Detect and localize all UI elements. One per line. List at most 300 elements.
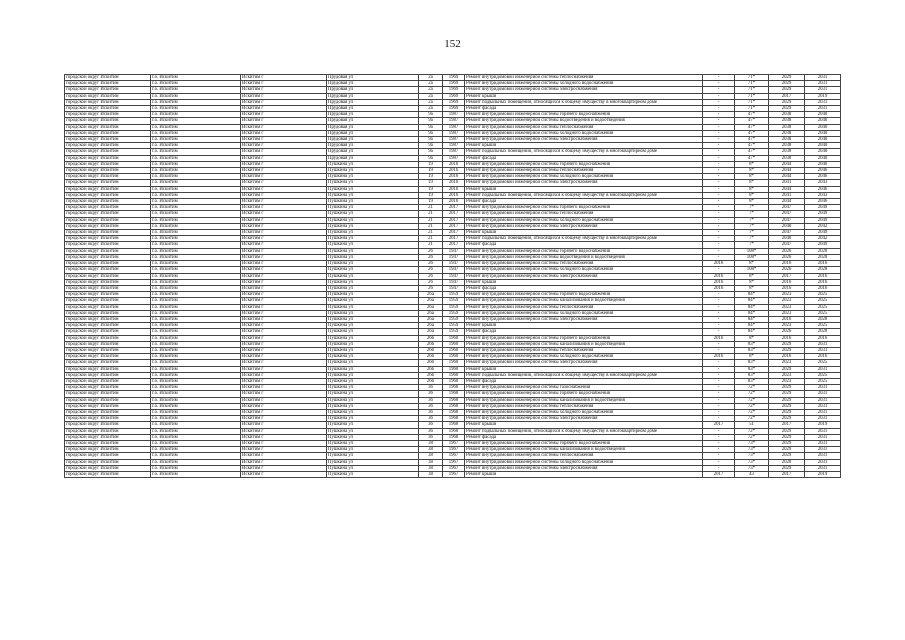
cell-house-number: 26а xyxy=(419,316,443,322)
cell-plan-end: 2025 xyxy=(805,323,841,329)
cell-build-year: 2017 xyxy=(443,211,465,217)
cell-plan-start: 2047 xyxy=(769,205,805,211)
cell-municipality: городской округ Искитим xyxy=(65,285,151,291)
cell-municipality: городской округ Искитим xyxy=(65,137,151,143)
cell-locality: Искитим г xyxy=(241,403,327,409)
cell-municipality: городской округ Искитим xyxy=(65,347,151,353)
cell-plan-start: 2029 xyxy=(769,428,805,434)
cell-build-year: 1967 xyxy=(443,465,465,471)
cell-plan-start: 2023 xyxy=(769,310,805,316)
cell-plan-end: 2025 xyxy=(805,310,841,316)
cell-last-repair-year: - xyxy=(703,137,735,143)
cell-plan-start: 2044 xyxy=(769,199,805,205)
cell-wear: 7* xyxy=(735,242,769,248)
cell-municipality: городской округ Искитим xyxy=(65,416,151,422)
cell-locality: Искитим г xyxy=(241,130,327,136)
cell-plan-end: 2049 xyxy=(805,217,841,223)
cell-last-repair-year: - xyxy=(703,329,735,335)
cell-build-year: 2016 xyxy=(443,168,465,174)
cell-settlement: г.о. Искитим xyxy=(151,372,241,378)
cell-street: Пушкина ул xyxy=(327,341,419,347)
cell-plan-start: 2029 xyxy=(769,416,805,422)
cell-build-year: 1967 xyxy=(443,440,465,446)
cell-plan-start: 2044 xyxy=(769,168,805,174)
cell-locality: Искитим г xyxy=(241,174,327,180)
cell-municipality: городской округ Искитим xyxy=(65,434,151,440)
cell-plan-start: 2017 xyxy=(769,422,805,428)
cell-plan-start: 2026 xyxy=(769,329,805,335)
cell-settlement: г.о. Искитим xyxy=(151,316,241,322)
cell-plan-end: 2040 xyxy=(805,112,841,118)
cell-locality: Искитим г xyxy=(241,112,327,118)
cell-plan-end: 2016 xyxy=(805,273,841,279)
cell-house-number: 26б xyxy=(419,372,443,378)
cell-locality: Искитим г xyxy=(241,366,327,372)
cell-plan-end: 2049 xyxy=(805,205,841,211)
cell-work-type: Ремонт внутридомовой инженерной системы теплоснабжения xyxy=(465,403,703,409)
cell-work-type: Ремонт фасада xyxy=(465,199,703,205)
cell-street: Пушкина ул xyxy=(327,273,419,279)
cell-wear: 71* xyxy=(735,93,769,99)
cell-plan-end: 2049 xyxy=(805,211,841,217)
cell-locality: Искитим г xyxy=(241,397,327,403)
cell-house-number: 26б xyxy=(419,378,443,384)
cell-street: Прудовая ул xyxy=(327,112,419,118)
cell-municipality: городской округ Искитим xyxy=(65,248,151,254)
cell-last-repair-year: - xyxy=(703,87,735,93)
cell-settlement: г.о. Искитим xyxy=(151,323,241,329)
cell-locality: Искитим г xyxy=(241,143,327,149)
cell-plan-end: 2025 xyxy=(805,360,841,366)
cell-plan-start: 2016 xyxy=(769,354,805,360)
cell-municipality: городской округ Искитим xyxy=(65,354,151,360)
cell-plan-end: 2031 xyxy=(805,434,841,440)
cell-wear: 47* xyxy=(735,130,769,136)
cell-plan-end: 2031 xyxy=(805,87,841,93)
cell-build-year: 1968 xyxy=(443,391,465,397)
cell-locality: Искитим г xyxy=(241,323,327,329)
cell-settlement: г.о. Искитим xyxy=(151,354,241,360)
cell-municipality: городской округ Искитим xyxy=(65,316,151,322)
cell-last-repair-year: - xyxy=(703,434,735,440)
cell-work-type: Ремонт внутридомовой инженерной системы канализования и водоотведения xyxy=(465,397,703,403)
cell-wear: 8* xyxy=(735,186,769,192)
cell-locality: Искитим г xyxy=(241,261,327,267)
cell-municipality: городской округ Искитим xyxy=(65,428,151,434)
cell-settlement: г.о. Искитим xyxy=(151,137,241,143)
cell-last-repair-year: - xyxy=(703,347,735,353)
cell-locality: Искитим г xyxy=(241,292,327,298)
cell-settlement: г.о. Искитим xyxy=(151,329,241,335)
cell-locality: Искитим г xyxy=(241,472,327,478)
cell-plan-start: 2029 xyxy=(769,440,805,446)
cell-work-type: Ремонт фасада xyxy=(465,329,703,335)
cell-plan-start: 2029 xyxy=(769,366,805,372)
cell-settlement: г.о. Искитим xyxy=(151,465,241,471)
cell-settlement: г.о. Искитим xyxy=(151,416,241,422)
cell-work-type: Ремонт внутридомовой инженерной системы канализования и водоотведения xyxy=(465,447,703,453)
cell-locality: Искитим г xyxy=(241,87,327,93)
cell-last-repair-year: - xyxy=(703,211,735,217)
cell-wear: 108* xyxy=(735,248,769,254)
cell-last-repair-year: - xyxy=(703,428,735,434)
cell-house-number: 2а xyxy=(419,93,443,99)
cell-wear: 8* xyxy=(735,285,769,291)
cell-house-number: 26б xyxy=(419,347,443,353)
cell-house-number: 21 xyxy=(419,205,443,211)
cell-wear: 71* xyxy=(735,81,769,87)
cell-street: Пушкина ул xyxy=(327,161,419,167)
cell-street: Прудовая ул xyxy=(327,155,419,161)
cell-wear: 83* xyxy=(735,360,769,366)
cell-plan-start: 2029 xyxy=(769,453,805,459)
cell-plan-end: 2031 xyxy=(805,391,841,397)
cell-settlement: г.о. Искитим xyxy=(151,161,241,167)
cell-settlement: г.о. Искитим xyxy=(151,403,241,409)
cell-plan-start: 2023 xyxy=(769,372,805,378)
cell-locality: Искитим г xyxy=(241,230,327,236)
cell-build-year: 1968 xyxy=(443,416,465,422)
cell-house-number: 9а xyxy=(419,137,443,143)
cell-last-repair-year: 2016 xyxy=(703,354,735,360)
cell-locality: Искитим г xyxy=(241,465,327,471)
cell-build-year: 2017 xyxy=(443,217,465,223)
cell-wear: 47* xyxy=(735,149,769,155)
cell-plan-start: 2028 xyxy=(769,459,805,465)
cell-build-year: 2016 xyxy=(443,199,465,205)
cell-last-repair-year: - xyxy=(703,192,735,198)
cell-settlement: г.о. Искитим xyxy=(151,248,241,254)
cell-house-number: 21 xyxy=(419,236,443,242)
cell-house-number: 2а xyxy=(419,75,443,81)
cell-work-type: Ремонт фасада xyxy=(465,434,703,440)
cell-work-type: Ремонт внутридомовой инженерной системы горячего водоснабжения xyxy=(465,391,703,397)
cell-plan-end: 2031 xyxy=(805,99,841,105)
cell-plan-start: 2038 xyxy=(769,149,805,155)
cell-work-type: Ремонт фасада xyxy=(465,378,703,384)
cell-municipality: городской округ Искитим xyxy=(65,440,151,446)
cell-settlement: г.о. Искитим xyxy=(151,428,241,434)
cell-plan-start: 2029 xyxy=(769,99,805,105)
cell-plan-start: 2038 xyxy=(769,155,805,161)
cell-locality: Искитим г xyxy=(241,199,327,205)
cell-last-repair-year: - xyxy=(703,378,735,384)
cell-locality: Искитим г xyxy=(241,279,327,285)
cell-plan-end: 2019 xyxy=(805,472,841,478)
cell-build-year: 1947 xyxy=(443,261,465,267)
cell-settlement: г.о. Искитим xyxy=(151,254,241,260)
cell-house-number: 36 xyxy=(419,428,443,434)
cell-municipality: городской округ Искитим xyxy=(65,335,151,341)
cell-build-year: 1960 xyxy=(443,347,465,353)
cell-settlement: г.о. Искитим xyxy=(151,223,241,229)
cell-house-number: 2а xyxy=(419,81,443,87)
cell-work-type: Ремонт внутридомовой инженерной системы холодного водоснабжения xyxy=(465,130,703,136)
cell-work-type: Ремонт внутридомовой инженерной системы теплоснабжения xyxy=(465,168,703,174)
cell-build-year: 1959 xyxy=(443,298,465,304)
cell-street: Пушкина ул xyxy=(327,354,419,360)
cell-build-year: 1969 xyxy=(443,93,465,99)
cell-wear: 47* xyxy=(735,143,769,149)
cell-municipality: городской округ Искитим xyxy=(65,130,151,136)
cell-locality: Искитим г xyxy=(241,236,327,242)
cell-wear: 73* xyxy=(735,453,769,459)
cell-wear: 84* xyxy=(735,329,769,335)
cell-house-number: 9а xyxy=(419,130,443,136)
cell-street: Пушкина ул xyxy=(327,440,419,446)
cell-street: Пушкина ул xyxy=(327,211,419,217)
cell-work-type: Ремонт крыши xyxy=(465,186,703,192)
cell-work-type: Ремонт внутридомовой инженерной системы теплоснабжения xyxy=(465,261,703,267)
cell-settlement: г.о. Искитим xyxy=(151,106,241,112)
cell-plan-start: 2040 xyxy=(769,223,805,229)
table-row xyxy=(65,472,841,478)
cell-street: Пушкина ул xyxy=(327,298,419,304)
cell-street: Прудовая ул xyxy=(327,106,419,112)
cell-street: Прудовая ул xyxy=(327,75,419,81)
cell-settlement: г.о. Искитим xyxy=(151,385,241,391)
cell-build-year: 1969 xyxy=(443,81,465,87)
cell-plan-end: 2043 xyxy=(805,192,841,198)
cell-wear: 73* xyxy=(735,459,769,465)
cell-work-type: Ремонт внутридомовой инженерной системы горячего водоснабжения xyxy=(465,440,703,446)
cell-settlement: г.о. Искитим xyxy=(151,130,241,136)
cell-plan-end: 2042 xyxy=(805,236,841,242)
cell-street: Пушкина ул xyxy=(327,248,419,254)
cell-house-number: 36 xyxy=(419,385,443,391)
cell-last-repair-year: - xyxy=(703,292,735,298)
cell-plan-end: 2025 xyxy=(805,292,841,298)
cell-settlement: г.о. Искитим xyxy=(151,434,241,440)
cell-build-year: 1968 xyxy=(443,428,465,434)
cell-last-repair-year: - xyxy=(703,254,735,260)
cell-settlement: г.о. Искитим xyxy=(151,186,241,192)
cell-plan-start: 2038 xyxy=(769,124,805,130)
cell-work-type: Ремонт крыши xyxy=(465,93,703,99)
cell-house-number: 19 xyxy=(419,174,443,180)
cell-plan-end: 2046 xyxy=(805,174,841,180)
cell-municipality: городской округ Искитим xyxy=(65,99,151,105)
cell-plan-end: 2016 xyxy=(805,335,841,341)
cell-locality: Искитим г xyxy=(241,75,327,81)
cell-plan-end: 2040 xyxy=(805,155,841,161)
cell-plan-start: 2044 xyxy=(769,174,805,180)
cell-work-type: Ремонт подвальных помещений, относящихся к общему имуществу в многоквартирном доме xyxy=(465,428,703,434)
cell-plan-end: 2031 xyxy=(805,385,841,391)
cell-plan-start: 2047 xyxy=(769,230,805,236)
cell-settlement: г.о. Искитим xyxy=(151,118,241,124)
cell-last-repair-year: - xyxy=(703,236,735,242)
cell-plan-end: 2031 xyxy=(805,106,841,112)
cell-house-number: 26б xyxy=(419,341,443,347)
cell-build-year: 1987 xyxy=(443,155,465,161)
cell-wear: 8* xyxy=(735,335,769,341)
cell-plan-start: 2038 xyxy=(769,137,805,143)
cell-locality: Искитим г xyxy=(241,347,327,353)
cell-street: Пушкина ул xyxy=(327,292,419,298)
cell-wear: 72* xyxy=(735,428,769,434)
cell-municipality: городской округ Искитим xyxy=(65,472,151,478)
cell-locality: Искитим г xyxy=(241,440,327,446)
cell-last-repair-year: - xyxy=(703,459,735,465)
cell-house-number: 26 xyxy=(419,285,443,291)
cell-house-number: 26б xyxy=(419,354,443,360)
cell-plan-end: 2028 xyxy=(805,248,841,254)
cell-build-year: 2016 xyxy=(443,174,465,180)
cell-municipality: городской округ Искитим xyxy=(65,422,151,428)
cell-plan-end: 2043 xyxy=(805,180,841,186)
cell-settlement: г.о. Искитим xyxy=(151,360,241,366)
cell-build-year: 1960 xyxy=(443,360,465,366)
cell-plan-end: 2031 xyxy=(805,341,841,347)
cell-work-type: Ремонт внутридомовой инженерной системы электроснабжения xyxy=(465,316,703,322)
cell-plan-start: 2044 xyxy=(769,186,805,192)
cell-wear: 7* xyxy=(735,217,769,223)
cell-locality: Искитим г xyxy=(241,329,327,335)
cell-house-number: 38 xyxy=(419,447,443,453)
cell-locality: Искитим г xyxy=(241,254,327,260)
cell-wear: 84* xyxy=(735,316,769,322)
cell-plan-end: 2016 xyxy=(805,279,841,285)
cell-wear: 8* xyxy=(735,161,769,167)
cell-work-type: Ремонт подвальных помещений, относящихся к общему имуществу в многоквартирном доме xyxy=(465,372,703,378)
cell-settlement: г.о. Искитим xyxy=(151,273,241,279)
cell-house-number: 9а xyxy=(419,155,443,161)
cell-house-number: 2а xyxy=(419,87,443,93)
cell-wear: 72* xyxy=(735,409,769,415)
cell-street: Пушкина ул xyxy=(327,366,419,372)
cell-plan-end: 2028 xyxy=(805,329,841,335)
cell-last-repair-year: - xyxy=(703,360,735,366)
cell-street: Прудовая ул xyxy=(327,143,419,149)
cell-locality: Искитим г xyxy=(241,106,327,112)
cell-last-repair-year: - xyxy=(703,75,735,81)
cell-street: Пушкина ул xyxy=(327,465,419,471)
cell-last-repair-year: - xyxy=(703,409,735,415)
cell-settlement: г.о. Искитим xyxy=(151,459,241,465)
cell-work-type: Ремонт фасада xyxy=(465,285,703,291)
cell-wear: 72* xyxy=(735,391,769,397)
cell-house-number: 2а xyxy=(419,106,443,112)
cell-street: Пушкина ул xyxy=(327,335,419,341)
cell-work-type: Ремонт внутридомовой инженерной системы холодного водоснабжения xyxy=(465,409,703,415)
cell-locality: Искитим г xyxy=(241,242,327,248)
cell-municipality: городской округ Искитим xyxy=(65,143,151,149)
cell-build-year: 1947 xyxy=(443,285,465,291)
cell-locality: Искитим г xyxy=(241,316,327,322)
cell-street: Пушкина ул xyxy=(327,385,419,391)
cell-municipality: городской округ Искитим xyxy=(65,242,151,248)
cell-last-repair-year: - xyxy=(703,199,735,205)
cell-locality: Искитим г xyxy=(241,335,327,341)
cell-plan-end: 2042 xyxy=(805,223,841,229)
cell-work-type: Ремонт внутридомовой инженерной системы электроснабжения xyxy=(465,223,703,229)
cell-municipality: городской округ Искитим xyxy=(65,81,151,87)
cell-street: Пушкина ул xyxy=(327,199,419,205)
cell-street: Пушкина ул xyxy=(327,230,419,236)
cell-settlement: г.о. Искитим xyxy=(151,298,241,304)
cell-work-type: Ремонт внутридомовой инженерной системы холодного водоснабжения xyxy=(465,174,703,180)
cell-house-number: 21 xyxy=(419,242,443,248)
cell-street: Прудовая ул xyxy=(327,87,419,93)
cell-plan-end: 2025 xyxy=(805,372,841,378)
cell-settlement: г.о. Искитим xyxy=(151,230,241,236)
cell-house-number: 36 xyxy=(419,416,443,422)
cell-locality: Искитим г xyxy=(241,137,327,143)
cell-municipality: городской округ Искитим xyxy=(65,341,151,347)
cell-plan-end: 2016 xyxy=(805,354,841,360)
cell-work-type: Ремонт крыши xyxy=(465,323,703,329)
cell-plan-end: 2031 xyxy=(805,416,841,422)
cell-last-repair-year: - xyxy=(703,124,735,130)
cell-plan-start: 2026 xyxy=(769,248,805,254)
cell-wear: 71* xyxy=(735,87,769,93)
cell-house-number: 26б xyxy=(419,335,443,341)
cell-build-year: 2017 xyxy=(443,223,465,229)
cell-municipality: городской округ Искитим xyxy=(65,378,151,384)
cell-wear: 72* xyxy=(735,403,769,409)
cell-build-year: 1967 xyxy=(443,447,465,453)
cell-plan-end: 2031 xyxy=(805,75,841,81)
cell-settlement: г.о. Искитим xyxy=(151,192,241,198)
cell-build-year: 1960 xyxy=(443,354,465,360)
cell-wear: 84* xyxy=(735,304,769,310)
cell-street: Пушкина ул xyxy=(327,447,419,453)
cell-settlement: г.о. Искитим xyxy=(151,112,241,118)
cell-house-number: 26 xyxy=(419,267,443,273)
cell-build-year: 1960 xyxy=(443,372,465,378)
cell-municipality: городской округ Искитим xyxy=(65,106,151,112)
cell-work-type: Ремонт внутридомовой инженерной системы горячего водоснабжения xyxy=(465,205,703,211)
cell-last-repair-year: - xyxy=(703,453,735,459)
cell-house-number: 21 xyxy=(419,217,443,223)
cell-plan-start: 2038 xyxy=(769,143,805,149)
cell-last-repair-year: - xyxy=(703,397,735,403)
cell-plan-end: 2046 xyxy=(805,161,841,167)
cell-house-number: 36 xyxy=(419,409,443,415)
cell-street: Пушкина ул xyxy=(327,236,419,242)
cell-settlement: г.о. Искитим xyxy=(151,174,241,180)
cell-street: Пушкина ул xyxy=(327,217,419,223)
cell-work-type: Ремонт крыши xyxy=(465,472,703,478)
cell-plan-start: 2029 xyxy=(769,465,805,471)
cell-plan-start: 2016 xyxy=(769,335,805,341)
cell-build-year: 1968 xyxy=(443,385,465,391)
cell-house-number: 19 xyxy=(419,161,443,167)
cell-wear: 72* xyxy=(735,397,769,403)
cell-work-type: Ремонт внутридомовой инженерной системы холодного водоснабжения xyxy=(465,81,703,87)
cell-locality: Искитим г xyxy=(241,205,327,211)
cell-work-type: Ремонт внутридомовой инженерной системы электроснабжения xyxy=(465,87,703,93)
cell-house-number: 38 xyxy=(419,465,443,471)
cell-work-type: Ремонт крыши xyxy=(465,366,703,372)
cell-wear: 84* xyxy=(735,310,769,316)
cell-locality: Искитим г xyxy=(241,267,327,273)
cell-wear: 108* xyxy=(735,254,769,260)
cell-house-number: 38 xyxy=(419,472,443,478)
cell-settlement: г.о. Искитим xyxy=(151,285,241,291)
cell-street: Пушкина ул xyxy=(327,180,419,186)
cell-last-repair-year: - xyxy=(703,118,735,124)
cell-house-number: 19 xyxy=(419,168,443,174)
cell-street: Пушкина ул xyxy=(327,378,419,384)
cell-work-type: Ремонт подвальных помещений, относящихся к общему имуществу в многоквартирном доме xyxy=(465,236,703,242)
cell-plan-start: 2029 xyxy=(769,403,805,409)
cell-build-year: 2017 xyxy=(443,242,465,248)
cell-last-repair-year: 2016 xyxy=(703,335,735,341)
cell-locality: Искитим г xyxy=(241,155,327,161)
cell-settlement: г.о. Искитим xyxy=(151,310,241,316)
